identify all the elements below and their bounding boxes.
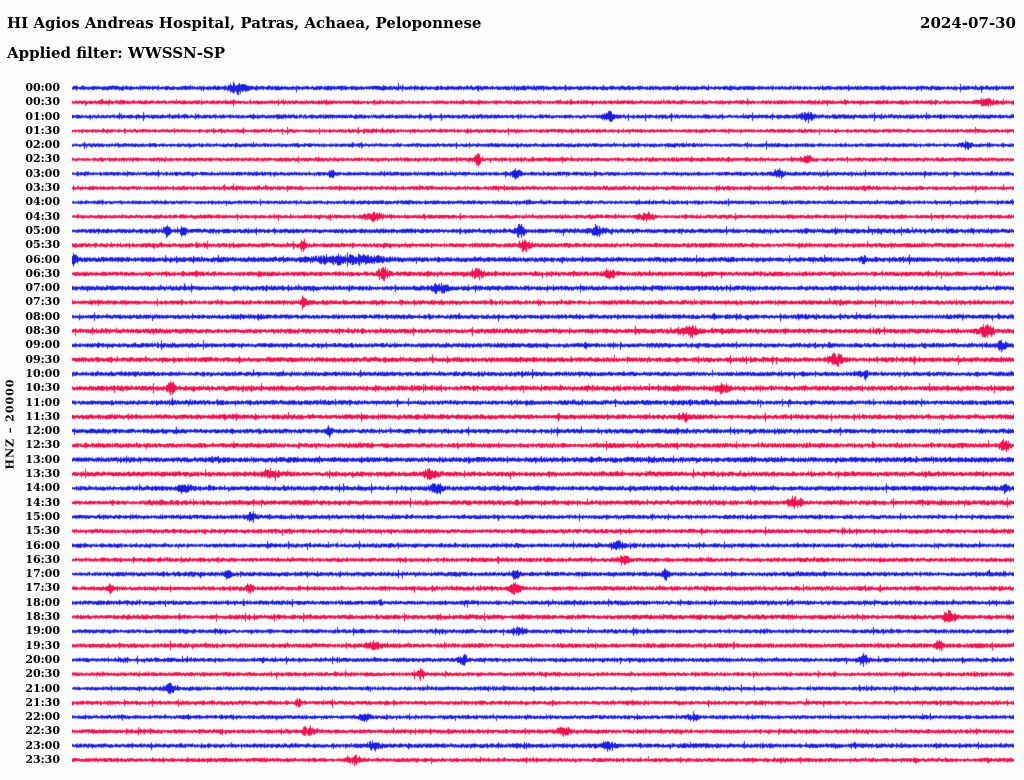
time-label: 10:30 xyxy=(25,381,60,395)
channel-gain-axis-label: HNZ – 20000 xyxy=(3,378,17,470)
time-label: 21:30 xyxy=(25,695,60,709)
time-label: 20:00 xyxy=(25,652,60,666)
time-label: 04:00 xyxy=(25,195,60,209)
time-label: 13:30 xyxy=(25,467,60,481)
time-label: 00:00 xyxy=(25,81,60,94)
time-label: 20:30 xyxy=(25,667,60,681)
time-label: 22:30 xyxy=(25,724,60,738)
time-label: 08:00 xyxy=(25,309,60,323)
time-label: 19:30 xyxy=(25,638,60,652)
time-label: 17:00 xyxy=(25,567,60,581)
time-label: 05:30 xyxy=(25,238,60,252)
station-title: HI Agios Andreas Hospital, Patras, Achaea, Peloponnese xyxy=(7,14,482,32)
applied-filter-label: Applied filter: WWSSN-SP xyxy=(7,44,226,62)
time-label: 03:30 xyxy=(25,181,60,195)
time-label: 12:00 xyxy=(25,424,60,438)
time-label: 13:00 xyxy=(25,452,60,466)
time-label: 07:30 xyxy=(25,295,60,309)
time-label: 02:30 xyxy=(25,152,60,166)
time-label: 14:30 xyxy=(25,495,60,509)
time-label: 08:30 xyxy=(25,324,60,338)
record-date: 2024-07-30 xyxy=(920,14,1016,32)
time-label: 09:30 xyxy=(25,352,60,366)
seismogram-traces xyxy=(72,80,1014,776)
time-label: 10:00 xyxy=(25,366,60,380)
time-label: 00:30 xyxy=(25,95,60,109)
time-label: 04:30 xyxy=(25,209,60,223)
time-label: 02:00 xyxy=(25,138,60,152)
time-label: 06:30 xyxy=(25,266,60,280)
time-label: 07:00 xyxy=(25,281,60,295)
time-label: 15:00 xyxy=(25,509,60,523)
time-label: 11:30 xyxy=(25,409,60,423)
time-label: 18:30 xyxy=(25,610,60,624)
time-label: 17:30 xyxy=(25,581,60,595)
time-label: 01:00 xyxy=(25,109,60,123)
time-label: 23:00 xyxy=(25,738,60,752)
time-label: 18:00 xyxy=(25,595,60,609)
time-label: 12:30 xyxy=(25,438,60,452)
time-label: 06:00 xyxy=(25,252,60,266)
time-label: 14:00 xyxy=(25,481,60,495)
time-label: 19:00 xyxy=(25,624,60,638)
time-label: 01:30 xyxy=(25,123,60,137)
time-label: 11:00 xyxy=(25,395,60,409)
time-label: 16:30 xyxy=(25,552,60,566)
time-label: 03:00 xyxy=(25,166,60,180)
time-label: 05:00 xyxy=(25,223,60,237)
time-label: 21:00 xyxy=(25,681,60,695)
time-label: 23:30 xyxy=(25,753,60,766)
time-label: 09:00 xyxy=(25,338,60,352)
time-label: 22:00 xyxy=(25,710,60,724)
time-label: 16:00 xyxy=(25,538,60,552)
time-label: 15:30 xyxy=(25,524,60,538)
